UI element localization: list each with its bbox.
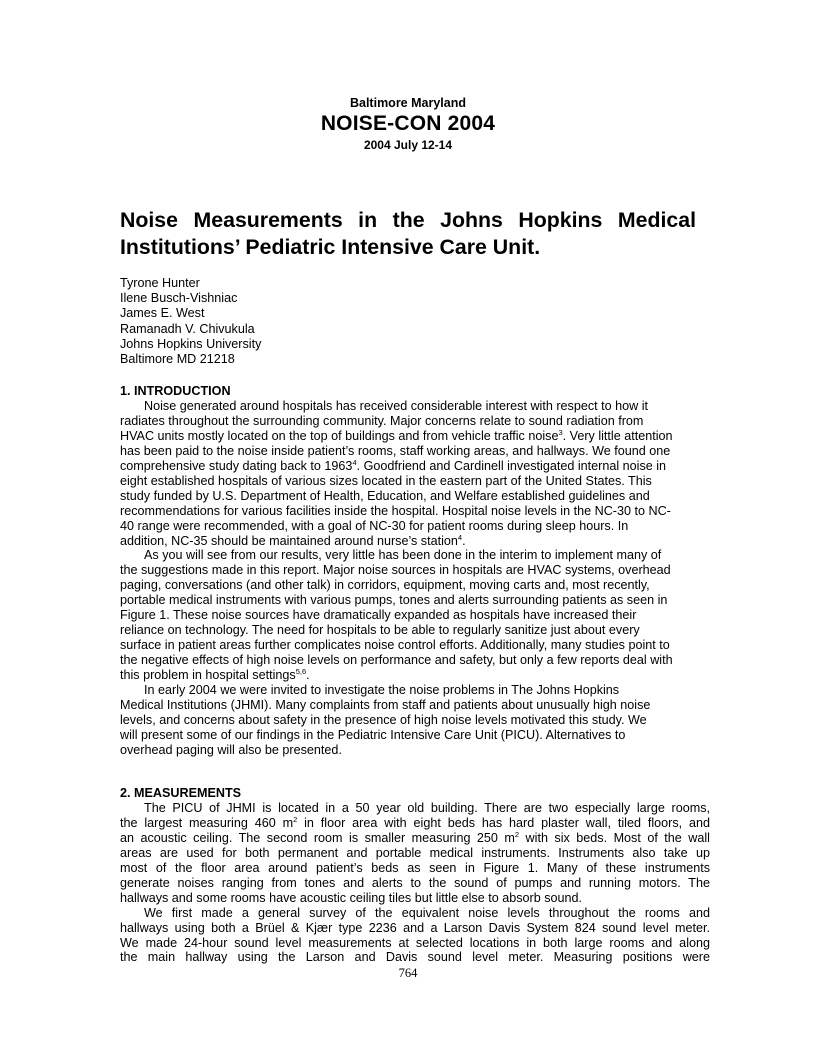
- citation-ref: 4: [457, 532, 463, 542]
- page-number: 764: [398, 966, 418, 980]
- paragraph-line: HVAC units mostly located on the top of buildings and from vehicle traffic noise$^3$. Very little attention: [120, 427, 673, 443]
- paragraph-line: In early 2004 we were invited to investigate the noise problems in The Johns Hopkins: [144, 683, 620, 698]
- paper-title: [120, 207, 696, 261]
- introduction-section: [120, 384, 710, 758]
- paragraph-line: the main hallway using the Larson and Davis sound level meter. Measuring positions were: [120, 950, 710, 965]
- paragraph-line: this problem in hospital settings$^{5,6}$.: [120, 667, 310, 683]
- paragraph-line: will present some of our findings in the Pediatric Intensive Care Unit (PICU). Alternatives to: [120, 727, 626, 742]
- paragraph-line: addition, NC-35 should be maintained around nurse’s station$^4$.: [120, 532, 466, 548]
- paragraph-line: areas are used for both permanent and portable medical instruments. Instruments also take up: [120, 845, 710, 860]
- unit-superscript: 2: [293, 814, 298, 824]
- author-name: Ilene Busch-Vishniac: [120, 291, 238, 306]
- section-heading: 1. INTRODUCTION: [120, 384, 231, 398]
- paragraph-line: radiates throughout the surrounding community. Major concerns relate to sound radiation from: [120, 413, 644, 428]
- paragraph-line: comprehensive study dating back to 1963$^4$. Goodfriend and Cardinell investigated internal noise in: [120, 457, 667, 473]
- author-name: Tyrone Hunter: [120, 276, 200, 290]
- paragraph-line: We first made a general survey of the equivalent noise levels throughout the rooms and: [144, 905, 710, 920]
- affiliation: Johns Hopkins University: [120, 336, 262, 351]
- measurements-section: [120, 786, 710, 965]
- paragraph-line: has been paid to the noise inside patient’s rooms, staff working areas, and hallways. We found one: [120, 443, 671, 458]
- paragraph-line: levels, and concerns about safety in the presence of high noise levels motivated this study. We: [120, 712, 647, 727]
- paragraph-line: Medical Institutions (JHMI). Many complaints from staff and patients about unusually high noise: [120, 698, 651, 713]
- unit-superscript: 2: [514, 829, 520, 839]
- author-name: Ramanadh V. Chivukula: [120, 321, 255, 336]
- title-line-1: Noise Measurements in the Johns Hopkins Medical: [120, 208, 696, 232]
- paragraph-line: study funded by U.S. Department of Health, Education, and Welfare established guidelines and: [120, 488, 650, 503]
- author-block: [120, 276, 261, 367]
- paragraph-line: an acoustic ceiling. The second room is smaller measuring 250 $m^2$ with six beds. Most of the wall: [120, 829, 710, 845]
- citation-ref: 4: [352, 457, 357, 467]
- paragraph-line: surface in patient areas further complicates noise control efforts. Additionally, many studies point to: [120, 638, 670, 653]
- paragraph-line: overhead paging will also be presented.: [120, 742, 342, 757]
- conference-dates: 2004 July 12-14: [363, 138, 453, 152]
- section-heading: 2. MEASUREMENTS: [120, 786, 242, 800]
- citation-ref: 3: [558, 427, 563, 437]
- paragraph-line: the largest measuring 460 $m^2$ in floor area with eight beds has hard plaster wall, tiled floors, and: [120, 814, 711, 830]
- paragraph-line: As you will see from our results, very little has been done in the interim to implement many of: [144, 548, 662, 563]
- paragraph-line: hallways and some rooms have acoustic ceiling tiles but little else to absorb sound.: [120, 890, 583, 905]
- citation-ref: 5,6: [295, 667, 307, 677]
- paragraph-line: most of the floor area around patient’s beds as seen in Figure 1. Many of these instruments: [120, 860, 710, 875]
- paragraph-line: portable medical instruments with various pumps, tones and alerts surrounding patients as seen in: [120, 593, 668, 608]
- conference-location: Baltimore Maryland: [349, 96, 466, 110]
- conference-name: NOISE-CON 2004: [320, 112, 496, 135]
- paragraph-line: Noise generated around hospitals has received considerable interest with respect to how it: [144, 398, 649, 413]
- paragraph-line: paging, conversations (and other talk) in corridors, equipment, moving carts and, most recently,: [120, 578, 650, 593]
- paragraph-line: the suggestions made in this report. Major noise sources in hospitals are HVAC systems, overhead: [120, 563, 671, 578]
- paragraph-line: eight established hospitals of various sizes located in the eastern part of the United States. This: [120, 473, 652, 488]
- affiliation-address: Baltimore MD 21218: [120, 352, 235, 367]
- paragraph-line: We made 24-hour sound level measurements at selected locations in both large rooms and along: [120, 935, 710, 950]
- paragraph-line: The PICU of JHMI is located in a 50 year old building. There are two especially large rooms,: [144, 800, 710, 815]
- paragraph-line: recommendations for various facilities inside the hospital. Hospital noise levels in the NC-30 to NC-: [120, 503, 671, 518]
- paragraph-line: generate noises ranging from tones and alerts to the sound of pumps and running motors. The: [120, 875, 710, 890]
- paragraph-line: 40 range were recommended, with a goal of NC-30 for patient rooms during sleep hours. In: [120, 518, 629, 533]
- paragraph-line: the negative effects of high noise levels on performance and safety, but only a few reports deal with: [120, 653, 673, 668]
- author-name: James E. West: [120, 306, 205, 321]
- paragraph-line: reliance on technology. The need for hospitals to be able to regularly sanitize just about every: [120, 623, 640, 638]
- title-line-2: Institutions’ Pediatric Intensive Care Unit.: [120, 235, 541, 259]
- paragraph-line: hallways using both a Brüel & Kjær type 2236 and a Larson Davis System 824 sound level meter.: [120, 920, 710, 935]
- paragraph-line: Figure 1. These noise sources have dramatically expanded as hospitals have increased their: [120, 608, 637, 623]
